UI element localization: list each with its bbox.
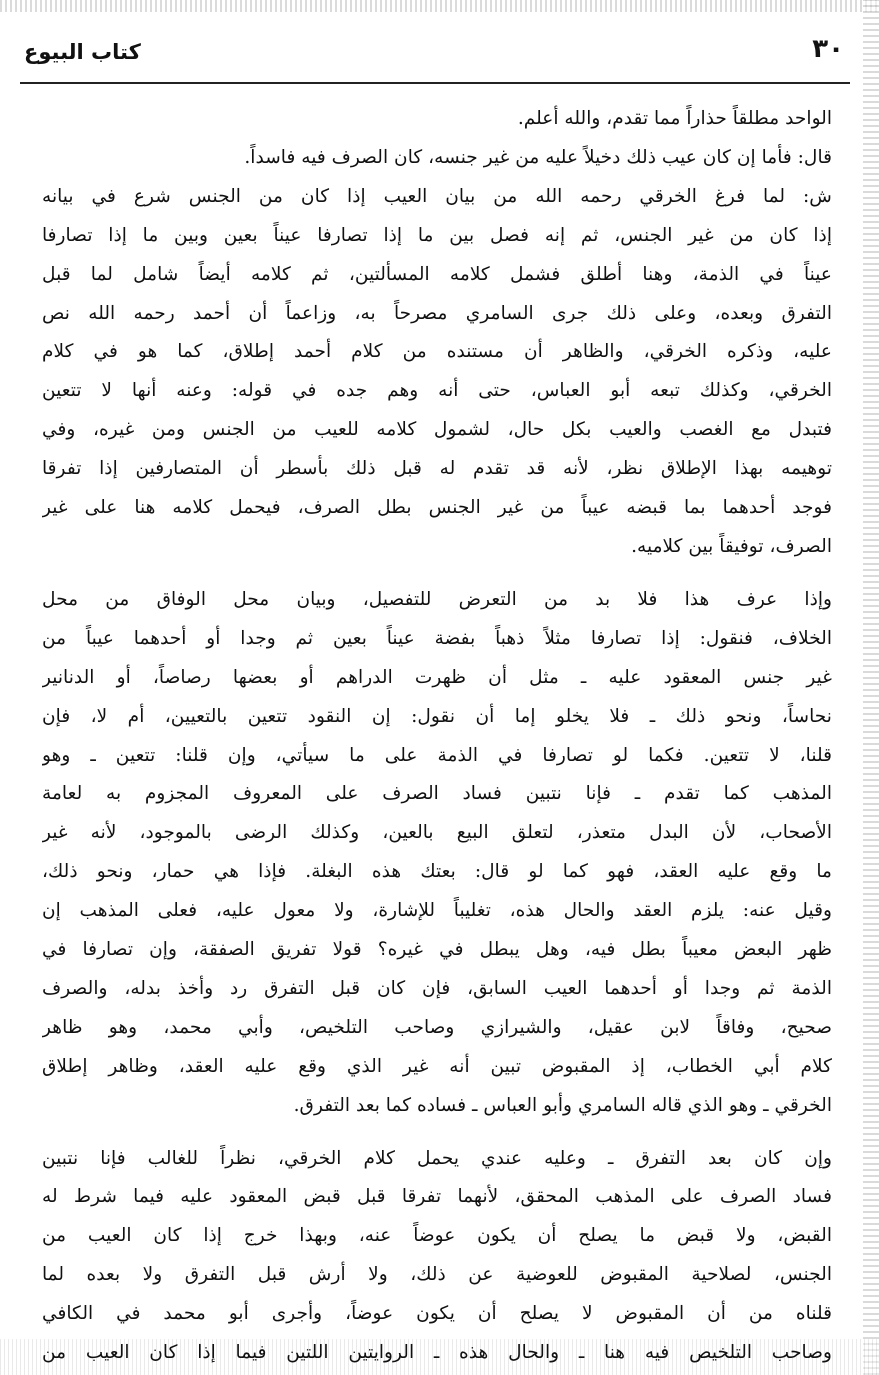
text-line: عليه، وذكره الخرقي، والظاهر أن مستنده من كلام أحمد إطلاق، كما هو في كلام — [42, 341, 832, 363]
text-line: كلام أبي الخطاب، إذ المقبوض تبين أنه غير الذي وقع عليه العقد، وظاهر إطلاق — [42, 1055, 832, 1077]
text-line: عيناً في الذمة، وهنا أطلق فشمل كلامه المسألتين، ثم كلامه أيضاً شامل لما قبل — [42, 263, 832, 285]
paragraph — [42, 178, 832, 567]
paragraph — [42, 139, 832, 178]
paragraph-gap — [42, 567, 832, 581]
text-line: نحاساً، ونحو ذلك ـ فلا يخلو إما أن نقول: إن النقود تتعين بالتعيين، أم لا، فإن — [42, 705, 832, 727]
text-line: الصرف، توفيقاً بين كلاميه. — [631, 535, 832, 557]
paragraph — [42, 100, 832, 139]
text-line: الجنس، لصلاحية المقبوض للعوضية عن ذلك، ولا أرش قبل التفرق ولا بعده لما — [42, 1264, 832, 1286]
text-line: وإذا عرف هذا فلا بد من التعرض للتفصيل، وبيان محل الوفاق من محل — [42, 588, 832, 610]
text-line: قلناه من أن المقبوض لا يصلح أن يكون عوضاً، وأجرى أبو محمد في الكافي — [42, 1303, 832, 1325]
text-line: قال: فأما إن كان عيب ذلك دخيلاً عليه من غير جنسه، كان الصرف فيه فاسداً. — [244, 146, 832, 168]
text-line: قلنا، لا تتعين. فكما لو تصارفا في الذمة على ما سيأتي، وإن قلنا: تتعين ـ وهو — [42, 744, 832, 766]
text-line: وقيل عنه: يلزم العقد والحال هذه، تغليباً للإشارة، ولا معول عليه، فعلى المذهب إن — [42, 900, 832, 922]
paragraph-gap — [42, 1126, 832, 1140]
text-line: فوجد أحدهما بما قبضه عيباً من غير الجنس بطل الصرف، فيحمل كلامه هنا على غير — [42, 497, 832, 519]
text-line: ش: لما فرغ الخرقي رحمه الله من بيان العيب إذا كان من الجنس شرع في بيانه — [42, 185, 832, 207]
text-line: فتبدل مع الغصب والعيب بكل حال، لشمول كلامه للعيب من الجنس ومن غيره، وفي — [42, 419, 832, 441]
text-line: التفرق وبعده، وعلى ذلك جرى السامري مصرحاً به، وزاعماً أن أحمد رحمه الله نص — [42, 302, 832, 324]
text-line: الأصحاب، لأن البدل متعذر، لتعلق البيع بالعين، وكذلك الرضى بالموجود، لأنه غير — [42, 822, 832, 844]
text-line: الخرقي، وكذلك تبعه أبو العباس، حتى أنه وهم جده في قوله: وعنه أنها لا تتعين — [42, 380, 832, 402]
text-line: الخلاف، فنقول: إذا تصارفا مثلاً ذهباً بفضة عيناً بعين ثم وجدا أو أحدهما عيباً من — [42, 627, 832, 649]
text-line: الواحد مطلقاً حذاراً مما تقدم، والله أعلم. — [517, 108, 832, 129]
decorative-border-right — [863, 0, 879, 1375]
text-line: وإن كان بعد التفرق ـ وعليه عندي يحمل كلام الخرقي، نظراً للغالب فإنا نتبين — [42, 1147, 832, 1169]
book-title: كتاب البيوع — [24, 40, 141, 64]
text-line: الذمة ثم وجدا أو أحدهما العيب السابق، فإن كان قبل التفرق رد وأخذ بدله، والصرف — [42, 977, 832, 999]
text-line: توهيمه بهذا الإطلاق نظر، لأنه قد تقدم له قبل ذلك بأسطر أن المتصارفين إذا تفرقا — [42, 458, 832, 480]
text-line: الخرقي ـ وهو الذي قاله السامري وأبو العباس ـ فساده كما بعد التفرق. — [293, 1094, 832, 1116]
text-line: صحيح، وفاقاً لابن عقيل، والشيرازي وصاحب التلخيص، وأبي محمد، وهو ظاهر — [42, 1016, 832, 1038]
text-line: ظهر البعض معيباً بطل فيه، وهل يبطل في غيره؟ قولا تفريق الصفقة، وإن تصارفا في — [42, 939, 832, 961]
page-body — [42, 100, 832, 1373]
paragraph — [42, 1140, 832, 1373]
header-rule — [20, 82, 850, 84]
decorative-border-top — [0, 0, 879, 12]
text-line: المذهب كما تقدم ـ فإنا نتبين فساد الصرف على المعروف المجزوم به لعامة — [42, 783, 832, 805]
text-line: ما وقع عليه العقد، فهو كما لو قال: بعتك هذه البغلة. فإذا هي حمار، ونحو ذلك، — [42, 861, 832, 883]
text-line: غير جنس المعقود عليه ـ مثل أن ظهرت الدراهم أو بعضها رصاصاً، أو الدنانير — [42, 666, 832, 688]
paragraph — [42, 581, 832, 1126]
page-header — [20, 30, 850, 78]
text-line: فساد الصرف على المذهب المحقق، لأنهما تفرقا قبل قبض المعقود عليه فيما شرط له — [42, 1186, 832, 1208]
text-line: وصاحب التلخيص فيه هنا ـ والحال هذه ـ الروايتين اللتين فيما إذا كان العيب من — [42, 1342, 832, 1364]
text-line: القبض، ولا قبض ما يصلح أن يكون عوضاً عنه، وبهذا خرج إذا كان العيب من — [42, 1225, 832, 1247]
text-line: إذا كان من غير الجنس، ثم إنه فصل بين ما إذا تصارفا عيناً بعين وبين ما إذا تصارفا — [42, 224, 832, 246]
page-number: ٣٠ — [812, 34, 844, 64]
